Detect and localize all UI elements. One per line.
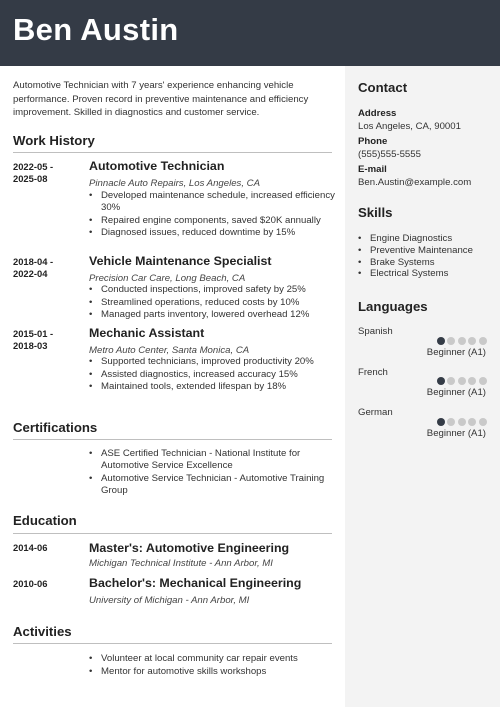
job-date-start: 2015-01 - bbox=[13, 328, 54, 339]
rating-dot-empty bbox=[479, 418, 487, 426]
language-rating bbox=[437, 377, 487, 387]
job-bullets bbox=[89, 190, 335, 240]
list-item: • Automotive Service Technician - Automotive Training Group bbox=[89, 473, 335, 497]
education-school: University of Michigan - Ann Arbor, MI bbox=[89, 595, 250, 606]
language-rating bbox=[437, 418, 487, 428]
job-company: Metro Auto Center, Santa Monica, CA bbox=[89, 345, 250, 356]
job-company: Precision Car Care, Long Beach, CA bbox=[89, 273, 246, 284]
contact-heading: Contact bbox=[358, 80, 408, 95]
education-school: Michigan Technical Institute - Ann Arbor, MI bbox=[89, 558, 273, 569]
rating-dot-filled bbox=[437, 418, 445, 426]
language-name: Spanish bbox=[358, 326, 393, 337]
rating-dot-empty bbox=[458, 418, 466, 426]
list-item: • Preventive Maintenance bbox=[358, 245, 473, 257]
education-degree: Master's: Automotive Engineering bbox=[89, 541, 290, 555]
job-date-range bbox=[13, 256, 53, 280]
job-bullets bbox=[89, 356, 335, 394]
language-level: Beginner (A1) bbox=[426, 347, 486, 358]
education-divider bbox=[13, 533, 332, 534]
address-value: Los Angeles, CA, 90001 bbox=[358, 121, 461, 132]
certifications-list bbox=[89, 448, 335, 497]
rating-dot-empty bbox=[479, 337, 487, 345]
list-item: • Conducted inspections, improved safety by 25% bbox=[89, 284, 335, 296]
phone-label: Phone bbox=[358, 136, 388, 147]
list-item: • Streamlined operations, reduced costs by 10% bbox=[89, 297, 335, 309]
rating-dot-empty bbox=[479, 377, 487, 385]
rating-dot-filled bbox=[437, 377, 445, 385]
activities-divider bbox=[13, 643, 332, 644]
skills-heading: Skills bbox=[358, 205, 393, 220]
language-rating bbox=[437, 337, 487, 347]
education-date: 2010-06 bbox=[13, 578, 48, 589]
job-date-range bbox=[13, 328, 53, 352]
rating-dot-empty bbox=[468, 418, 476, 426]
education-degree: Bachelor's: Mechanical Engineering bbox=[89, 576, 302, 590]
education-date: 2014-06 bbox=[13, 542, 48, 553]
work-history-heading: Work History bbox=[13, 133, 95, 148]
activities-list bbox=[89, 653, 335, 678]
list-item: • Managed parts inventory, lowered overhead 12% bbox=[89, 309, 335, 321]
list-item: • Diagnosed issues, reduced downtime by 15% bbox=[89, 227, 335, 239]
job-date-end: 2022-04 bbox=[13, 268, 48, 279]
language-name: German bbox=[358, 407, 393, 418]
language-level: Beginner (A1) bbox=[426, 387, 486, 398]
language-level: Beginner (A1) bbox=[426, 428, 486, 439]
list-item: • Developed maintenance schedule, increased efficiency 30% bbox=[89, 190, 335, 214]
job-company: Pinnacle Auto Repairs, Los Angeles, CA bbox=[89, 178, 261, 189]
professional-summary: Automotive Technician with 7 years' experience enhancing vehicle performance. Proven record in preventive maintenance and efficiency improvement. Skilled in diagnostics and customer service. bbox=[13, 80, 309, 118]
rating-dot-empty bbox=[458, 337, 466, 345]
list-item: • Engine Diagnostics bbox=[358, 233, 473, 245]
rating-dot-empty bbox=[468, 337, 476, 345]
skills-list bbox=[358, 233, 473, 280]
job-date-end: 2025-08 bbox=[13, 173, 48, 184]
resume-header bbox=[0, 0, 500, 66]
rating-dot-empty bbox=[468, 377, 476, 385]
phone-value: (555)555-5555 bbox=[358, 149, 421, 160]
work-history-divider bbox=[13, 152, 332, 153]
job-title: Mechanic Assistant bbox=[89, 326, 205, 340]
rating-dot-empty bbox=[447, 377, 455, 385]
list-item: • Volunteer at local community car repair events bbox=[89, 653, 335, 665]
job-bullets bbox=[89, 284, 335, 322]
list-item: • Supported technicians, improved productivity 20% bbox=[89, 356, 335, 368]
job-title: Vehicle Maintenance Specialist bbox=[89, 254, 272, 268]
list-item: • Maintained tools, extended lifespan by 18% bbox=[89, 381, 335, 393]
job-title: Automotive Technician bbox=[89, 159, 225, 173]
language-name: French bbox=[358, 367, 388, 378]
rating-dot-empty bbox=[447, 337, 455, 345]
rating-dot-empty bbox=[458, 377, 466, 385]
email-value: Ben.Austin@example.com bbox=[358, 177, 472, 188]
list-item: • Electrical Systems bbox=[358, 268, 473, 280]
list-item: • ASE Certified Technician - National Institute for Automotive Service Excellence bbox=[89, 448, 335, 472]
email-label: E-mail bbox=[358, 164, 387, 175]
rating-dot-filled bbox=[437, 337, 445, 345]
address-label: Address bbox=[358, 108, 397, 119]
job-date-start: 2018-04 - bbox=[13, 256, 54, 267]
activities-heading: Activities bbox=[13, 624, 72, 639]
rating-dot-empty bbox=[447, 418, 455, 426]
candidate-name: Ben Austin bbox=[13, 12, 179, 47]
list-item: • Mentor for automotive skills workshops bbox=[89, 666, 335, 678]
list-item: • Assisted diagnostics, increased accuracy 15% bbox=[89, 369, 335, 381]
languages-heading: Languages bbox=[358, 299, 428, 314]
job-date-end: 2018-03 bbox=[13, 340, 48, 351]
certifications-divider bbox=[13, 439, 332, 440]
certifications-heading: Certifications bbox=[13, 420, 98, 435]
job-date-start: 2022-05 - bbox=[13, 161, 54, 172]
education-heading: Education bbox=[13, 513, 77, 528]
list-item: • Brake Systems bbox=[358, 257, 473, 269]
list-item: • Repaired engine components, saved $20K annually bbox=[89, 215, 335, 227]
job-date-range bbox=[13, 161, 53, 185]
